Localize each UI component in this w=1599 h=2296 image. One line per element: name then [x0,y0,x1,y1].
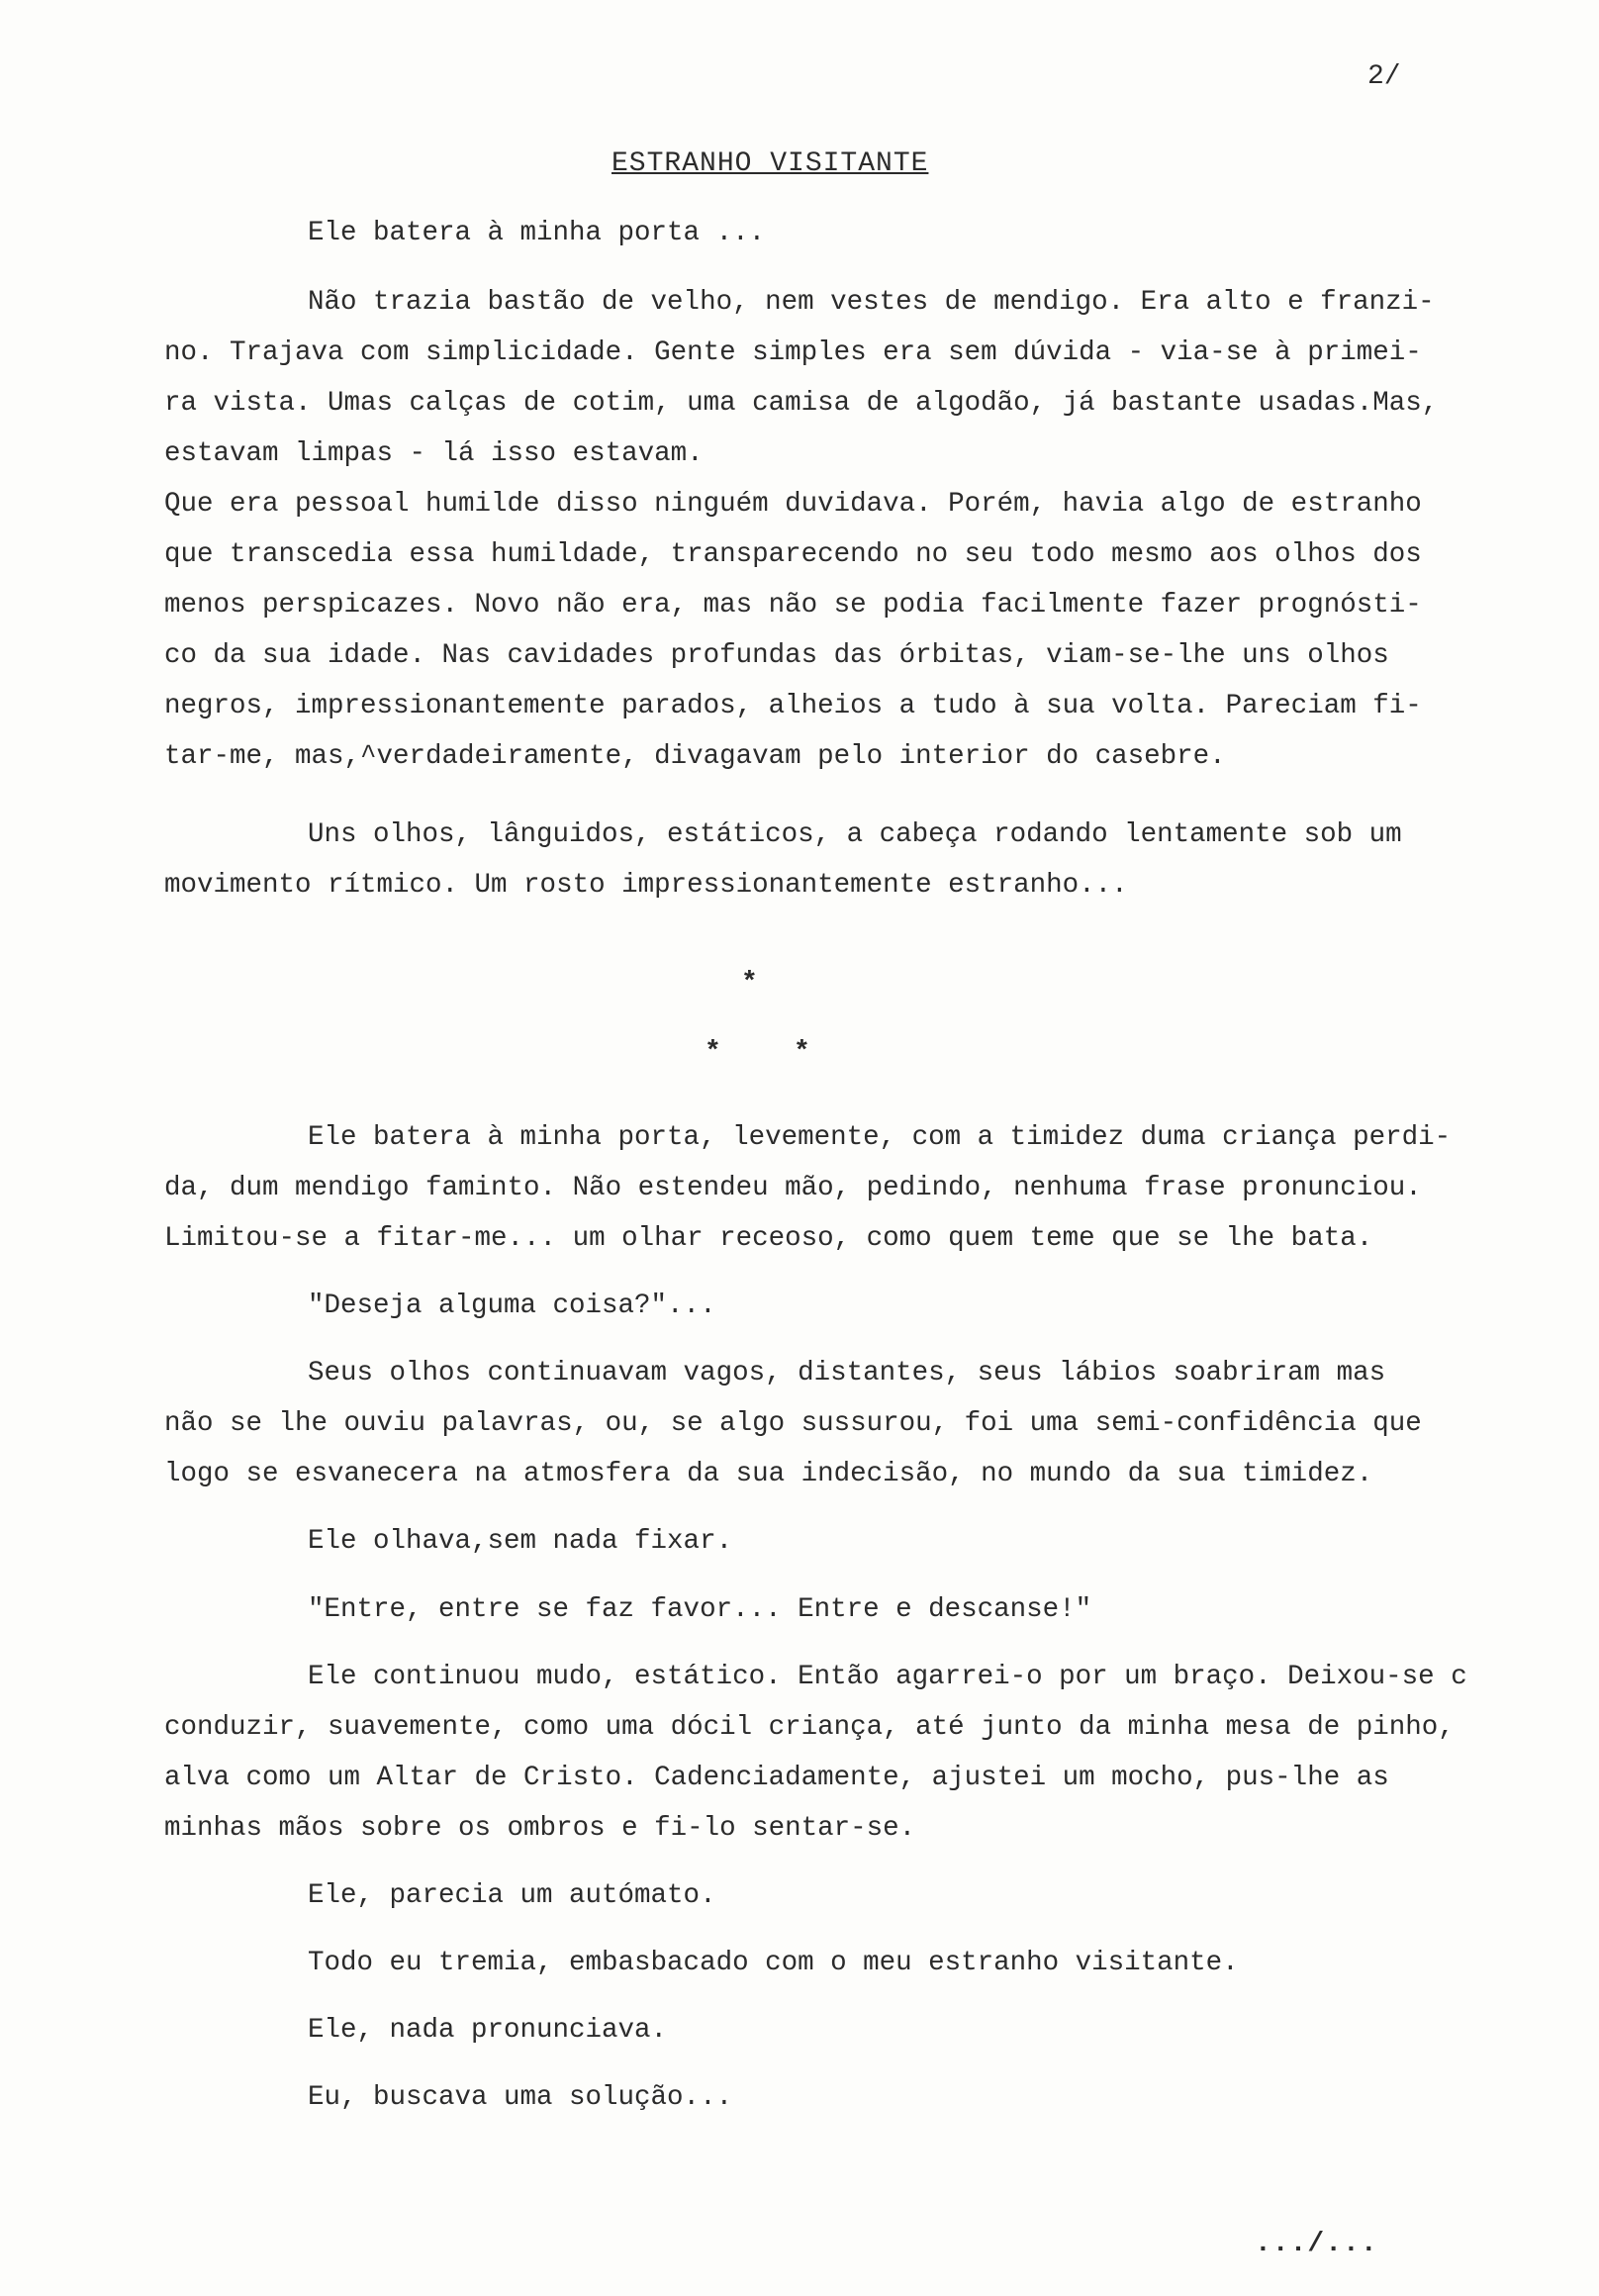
paragraph-7 [164,1516,1575,1567]
text-line: Ele batera à minha porta, levemente, com a timidez duma criança perdi- [308,1122,1452,1153]
text-line: Ele, nada pronunciava. [308,2015,668,2046]
text-line: Seus olhos continuavam vagos, distantes, seus lábios soabriram mas [308,1358,1386,1388]
text-line: que transcedia essa humildade, transparecendo no seu todo mesmo aos olhos dos [164,539,1422,570]
text-line: da, dum mendigo faminto. Não estendeu mão, pedindo, nenhuma frase pronunciou. [164,1173,1422,1203]
separator-star: * [794,1037,810,1068]
text-line: alva como um Altar de Cristo. Cadenciadamente, ajustei um mocho, pus-lhe as [164,1763,1389,1793]
paragraph-10 [164,1870,1575,1921]
text-line: estavam limpas - lá isso estavam. [164,438,704,469]
paragraph-5 [164,1281,1575,1331]
text-line: Ele olhava,sem nada fixar. [308,1526,733,1557]
text-line: Limitou-se a fitar-me... um olhar receoso, como quem teme que se lhe bata. [164,1223,1373,1254]
paragraph-2 [164,277,1575,782]
text-line: co da sua idade. Nas cavidades profundas das órbitas, viam-se-lhe uns olhos [164,640,1389,671]
text-line: Ele, parecia um autómato. [308,1880,716,1911]
paragraph-8 [164,1584,1575,1635]
text-line: Eu, buscava uma solução... [308,2082,733,2113]
text-line: logo se esvanecera na atmosfera da sua indecisão, no mundo da sua timidez. [164,1459,1373,1489]
paragraph-9 [164,1652,1575,1854]
text-line: Que era pessoal humilde disso ninguém duvidava. Porém, havia algo de estranho [164,489,1422,520]
paragraph-12 [164,2005,1575,2056]
text-line: "Entre, entre se faz favor... Entre e descanse!" [308,1594,1092,1625]
text-line: negros, impressionantemente parados, alheios a tudo à sua volta. Pareciam fi- [164,691,1422,721]
paragraph-11 [164,1938,1575,1988]
paragraph-3 [164,810,1575,910]
text-line: conduzir, suavemente, como uma dócil criança, até junto da minha mesa de pinho, [164,1712,1455,1743]
text-line: no. Trajava com simplicidade. Gente simples era sem dúvida - via-se à primei- [164,337,1422,368]
paragraph-13 [164,2072,1575,2123]
paragraph-4 [164,1112,1575,1264]
text-line: menos perspicazes. Novo não era, mas não se podia facilmente fazer prognósti- [164,590,1422,621]
separator-star: * [741,968,758,999]
paragraph-6 [164,1348,1575,1499]
text-line: não se lhe ouviu palavras, ou, se algo sussurou, foi uma semi-confidência que [164,1408,1422,1439]
text-line: Ele batera à minha porta ... [308,218,766,248]
text-line: tar-me, mas,^verdadeiramente, divagavam pelo interior do casebre. [164,741,1226,772]
text-line: minhas mãos sobre os ombros e fi-lo sentar-se. [164,1813,916,1844]
text-line: Uns olhos, lânguidos, estáticos, a cabeça rodando lentamente sob um [308,819,1402,850]
page-number: 2/ [1367,61,1401,92]
continuation-mark: .../... [1255,2229,1378,2259]
separator-star: * [705,1037,721,1068]
text-line: movimento rítmico. Um rosto impressionantemente estranho... [164,870,1128,901]
text-line: Não trazia bastão de velho, nem vestes de mendigo. Era alto e franzi- [308,287,1435,318]
text-line: Ele continuou mudo, estático. Então agarrei-o por um braço. Deixou-se c [308,1662,1467,1692]
text-line: "Deseja alguma coisa?"... [308,1291,716,1321]
paragraph-1 [164,208,1575,258]
text-line: Todo eu tremia, embasbacado com o meu estranho visitante. [308,1948,1239,1978]
text-line: ra vista. Umas calças de cotim, uma camisa de algodão, já bastante usadas.Mas, [164,388,1439,419]
page-title: ESTRANHO VISITANTE [611,148,929,179]
